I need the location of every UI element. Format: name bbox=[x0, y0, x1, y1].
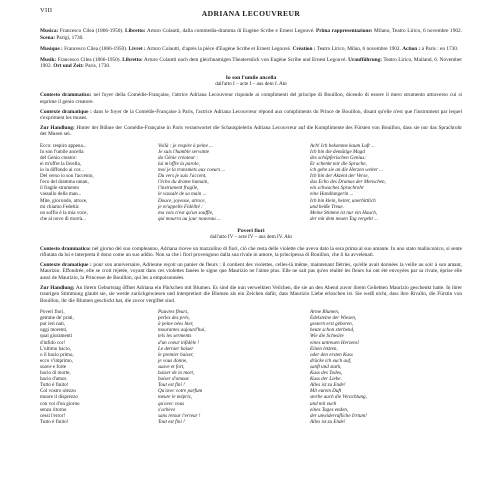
lyric-line: lui m'offre la parole, bbox=[158, 160, 200, 167]
lyric-line: Alles ist zu Ende! bbox=[310, 382, 346, 389]
lyric-line: quai giuramenti bbox=[40, 333, 73, 340]
lyrics-table bbox=[40, 143, 462, 222]
lyric-line: cessi l'error! bbox=[40, 412, 66, 419]
lyric-line: Poveri fiori, bbox=[40, 309, 65, 316]
lyric-line: Er schenkt mir die Sprache, bbox=[310, 160, 367, 167]
lyric-line: o il bacio primo, bbox=[40, 351, 74, 358]
lyric-line: baiser de la mort, bbox=[158, 370, 195, 377]
lyric-line: du Génie créateur : bbox=[158, 154, 199, 161]
aria-act: dall'atto I – acte I – aus dem I. Akt bbox=[215, 80, 287, 87]
aria-section-io-son bbox=[40, 75, 462, 222]
lyric-line: le vassale de sa main ... bbox=[158, 191, 207, 198]
lyric-line: tels les serments bbox=[158, 333, 192, 340]
lyric-line: Du vers je suis l'accent, bbox=[158, 173, 207, 180]
lyric-line: drücke ich euch auf, bbox=[310, 357, 352, 364]
lyric-line: und heiße Treue. bbox=[310, 203, 344, 210]
lyric-line: Einen letzten, bbox=[310, 345, 338, 352]
lyrics-french bbox=[158, 309, 310, 425]
lyric-line: Tout est fini ! bbox=[158, 382, 185, 389]
lyric-line: io la diffondo ai cor... bbox=[40, 167, 84, 174]
lyric-line: Tutto è finito! bbox=[40, 418, 69, 425]
lyric-line: muore il disprezzo bbox=[40, 394, 78, 401]
lyric-line: mi chiamo Fedeltà: bbox=[40, 203, 80, 210]
context-french: Contexte dramatique : dans le foyer de la Comédie-Française à Paris, l'actrice Adriana Lecouvreur répond aux compliments du Prince de Bouillon, disant qu'elle n'est que l'instrument par lequel s'expriment les muses. bbox=[40, 108, 462, 121]
credits-section bbox=[40, 28, 462, 70]
lyric-line: Wie die Schwüre bbox=[310, 333, 344, 340]
lyric-line: Io son l'umile ancella bbox=[40, 148, 84, 155]
lyric-line: Je suis l'humble servante bbox=[158, 148, 210, 155]
lyric-line: Ach! Ich bekomme kaum Luft ... bbox=[310, 142, 375, 149]
lyric-line: bacio di morte, bbox=[40, 370, 71, 377]
lyric-line: perles des prés, bbox=[158, 315, 190, 322]
lyric-line: Douce, joyeuse, atroce, bbox=[158, 197, 206, 204]
lyric-line: Del verso io son l'accento, bbox=[40, 173, 94, 180]
lyric-line: d'infido cor! bbox=[40, 339, 66, 346]
lyrics-italian bbox=[40, 309, 158, 425]
aria-title: Io son l'umile ancella bbox=[225, 74, 277, 81]
lyric-line: der mit dem neuen Tag vergeht ... bbox=[310, 215, 378, 222]
lyric-line: un soffio è la mia voce, bbox=[40, 209, 88, 216]
lyric-line: sanft und stark, bbox=[310, 363, 342, 370]
lyric-line: sterbe auch die Verachtung, bbox=[310, 394, 367, 401]
context-french: Contexte dramatique : pour son anniversaire, Adrienne reçoit un panier de fleurs : il contient des violettes, celles-là même, maintenant flétries, qu'elle avait données la veille au soir à son amant, Maurizio. Effondrée, elle se croit rejetée, voyant dans ces violettes fanées le signe que Maurizio ne l'aime plus. Elle ne sait pas qu'en réalité les fleurs lui ont été envoyées par sa rivale, éprise elle aussi de Maurizio, la Princesse de Bouillon, qui les a empoisonnées. bbox=[40, 261, 462, 281]
lyric-line: Ecco: respiro appena... bbox=[40, 142, 87, 149]
lyric-line: ein schwaches Sprachrohr bbox=[310, 185, 364, 192]
lyric-line: je m'appelle Fidélité : bbox=[158, 203, 203, 210]
lyric-line: heute schon sterbend, bbox=[310, 327, 355, 334]
page-number: VIII bbox=[40, 7, 53, 14]
lyrics-table bbox=[40, 309, 462, 425]
aria-act: dall'atto IV – acte IV – aus dem IV. Akt bbox=[210, 234, 292, 241]
lyrics-italian bbox=[40, 143, 158, 222]
lyrics-german bbox=[310, 143, 462, 222]
context-italian: Contesto drammatico: nel foyer della Comédie-Française, l'attrice Adriana Lecouvreur risponde ai complimenti del principe di Bouillon, dicendo di essere il mero strumento attraverso cui si esprime il genio creatore. bbox=[40, 92, 462, 105]
lyric-line: Ich bin der Akzent der Verse, bbox=[310, 173, 369, 180]
context-german: Zur Handlung: Hinter der Bühne der Comédie-Française in Paris verantwortet die Schauspielerin Adriana Lecouvreur auf die Komplimente des Fürsten von Bouillon, dass sie nur das Sprachrohr der Musen sei. bbox=[40, 124, 462, 138]
lyrics-german bbox=[310, 309, 462, 425]
lyric-line: Le dernier baiser bbox=[158, 345, 194, 352]
lyric-line: l'instrument fragile, bbox=[158, 185, 199, 192]
lyric-line: Mit eurem Duft bbox=[310, 388, 342, 395]
lyric-line: Ich bin klein, heiter, unerbittlich bbox=[310, 197, 376, 204]
lyric-line: mourantes aujourd'hui, bbox=[158, 327, 206, 334]
lyric-line: baiser d'amour. bbox=[158, 376, 190, 383]
lyric-line: che al novo dì morrà... bbox=[40, 215, 86, 222]
lyric-line: das Echo des Dramas der Menschen, bbox=[310, 179, 386, 186]
credits-french: Musique : Francesco Cilea (1866-1950). Livret : Arturo Colautti, d'après la pièce d'Eugène Scribe et Ernest Legouvé. Création : Teatro Lirico, Milan, 6 novembre 1902. Action : à Paris : en 1730. bbox=[40, 45, 459, 52]
lyric-line: Col vostro olezzo bbox=[40, 388, 76, 395]
lyric-line: Ich bin die demütige Magd bbox=[310, 148, 365, 155]
lyric-line: ma voix n'est qu'un souffle, bbox=[158, 209, 214, 216]
lyric-line: l'eco del dramma uman, bbox=[40, 179, 89, 186]
context-italian: Contesto drammatico: nel giorno del suo compleanno, Adriana riceve un mazzolino di fiori, ciò che resta delle violette che aveva dato la sera prima al suo amante. In uno stato malinconico, si sente rifiutata da lui e interpreta il dono come un suo addio. Non sa che i fiori provengono dalla sua rivale in amore, la principessa di Bouillon, che li ha avvelenati. bbox=[40, 245, 462, 259]
lyric-line: L'ultimo bacio, bbox=[40, 345, 71, 352]
aria-heading bbox=[40, 228, 462, 241]
aria-title: Poveri fiori bbox=[237, 227, 265, 234]
lyric-line: del Genio creator: bbox=[40, 154, 77, 161]
lyric-line: des schöpferischen Genius: bbox=[310, 154, 367, 161]
lyric-line: Kuss der Liebe. bbox=[310, 376, 342, 383]
lyric-line: Edelsteine der Wiesen, bbox=[310, 315, 357, 322]
lyric-line: suave et fort, bbox=[158, 363, 185, 370]
lyric-line: Kuss des Todes, bbox=[310, 370, 343, 377]
lyric-line: qu'avec vous bbox=[158, 400, 185, 407]
lyric-line: und mit euch bbox=[310, 400, 337, 407]
lyric-line: vassallo della man... bbox=[40, 191, 82, 198]
lyric-line: eine Handlangerin ... bbox=[310, 191, 354, 198]
lyric-line: Mite, giocondo, atroce, bbox=[40, 197, 88, 204]
credits-german: Musik: Francesco Cilea (1866-1950). Libretto: Arturo Colautti nach dem gleichnamigen Theaterstück von Eugène Scribe und Ernest Legouvé. Uraufführung: Teatro Lirico, Mailand, 6. November 1902. Ort und Zeit: Paris, 1730. bbox=[40, 56, 462, 69]
lyric-line: der unwiderrufliche Irrtum! bbox=[310, 412, 367, 419]
lyric-line: bacio d'amor. bbox=[40, 376, 68, 383]
lyric-line: Tutto è finito! bbox=[40, 382, 69, 389]
credits-italian: Musica: Francesco Cilea (1866-1950). Libretto: Arturo Colautti, dalla commedia-dramma di Eugène Scribe e Ernest Legouvé. Prima rappresentazione: Milano, Teatro Lirico, 6 novembre 1902. Scena: Parigi, 1730. bbox=[40, 28, 462, 41]
lyric-line: Meine Stimme ist nur ein Hauch, bbox=[310, 209, 378, 216]
lyric-line: d'un coeur infidèle ! bbox=[158, 339, 200, 346]
lyric-line: Voilà : je respire à peine ... bbox=[158, 142, 213, 149]
lyric-line: Pauvres fleurs, bbox=[158, 309, 189, 316]
lyric-line: oder den ersten Kuss bbox=[310, 351, 353, 358]
lyric-line: je vous donne, bbox=[158, 357, 188, 364]
context-german: Zur Handlung: An ihrem Geburtstag öffnet Adriana ein Päckchen mit Blumen. Es sind die nun verwelkten Veilchen, die sie an den Abend zuvor ihrem Geliebten Maurizio geschenkt hatte. In ihrer traurigen Stimmung glaubt sie, sie werde zurückgewiesen und interpretiert die Blumen als ein Zeichen dafür, dass Maurizio Liebe erloschen ist. Sie weiß nicht, dass ihre Rivalin, die Fürstin von Bouillon, ihr die Blumen geschickt hat, die zuvor vergiftet sind. bbox=[40, 284, 462, 304]
aria-heading bbox=[40, 75, 462, 88]
lyric-line: sans retour l'erreur ! bbox=[158, 412, 201, 419]
lyric-line: ecco v'imprimo, bbox=[40, 357, 73, 364]
lyric-line: gestern erst geboren, bbox=[310, 321, 353, 328]
aria-section-poveri-fiori bbox=[40, 228, 462, 425]
lyric-line: soave e forte bbox=[40, 363, 67, 370]
lyric-line: eines Tages enden, bbox=[310, 406, 349, 413]
lyric-line: Alles ist zu Ende! bbox=[310, 418, 346, 425]
lyric-line: à peine nées hier, bbox=[158, 321, 194, 328]
lyric-line: ich gebe sie an die Herzen weiter ... bbox=[310, 167, 383, 174]
page-title: ADRIANA LECOUVREUR bbox=[201, 9, 301, 18]
lyric-line: Qu'avec votre parfum bbox=[158, 388, 203, 395]
lyric-line: eines untreuen Herzens! bbox=[310, 339, 360, 346]
lyric-line: Tout est fini ! bbox=[158, 418, 185, 425]
lyric-line: le premier baiser, bbox=[158, 351, 194, 358]
lyric-line: pur ieri nati, bbox=[40, 321, 66, 328]
lyric-line: qui mourra au jour nouveau ... bbox=[158, 215, 221, 222]
lyric-line: senza ritorno bbox=[40, 406, 67, 413]
lyric-line: oggi morenti, bbox=[40, 327, 68, 334]
lyric-line: Arme Blumen, bbox=[310, 309, 340, 316]
lyric-line: ei m'offre la favella, bbox=[40, 160, 81, 167]
lyric-line: l'écho du drame humain, bbox=[158, 179, 209, 186]
lyric-line: meure le mépris, bbox=[158, 394, 192, 401]
lyric-line: moi je la transmets aux coeurs ... bbox=[158, 167, 226, 174]
lyrics-french bbox=[158, 143, 310, 222]
lyric-line: gemme de' prati, bbox=[40, 315, 74, 322]
lyric-line: il fragile strumento bbox=[40, 185, 80, 192]
lyric-line: con voi d'un giorno bbox=[40, 400, 80, 407]
lyric-line: s'achève bbox=[158, 406, 176, 413]
